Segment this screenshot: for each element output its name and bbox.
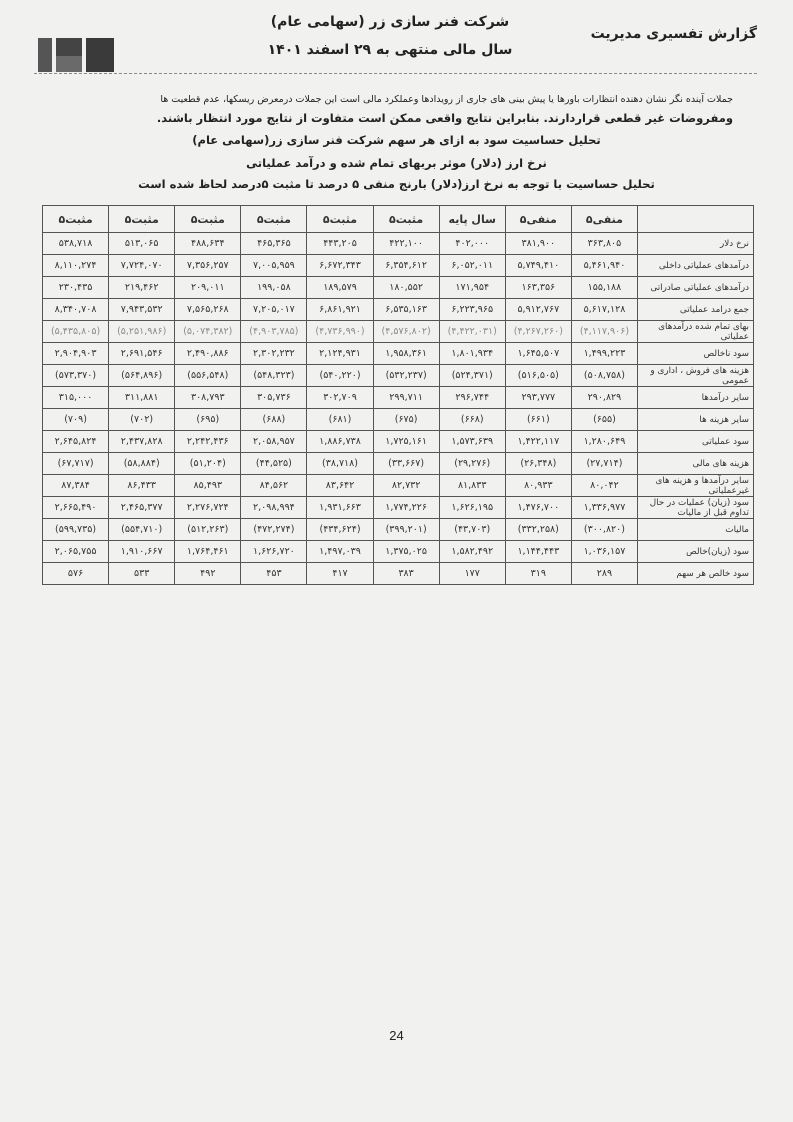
table-cell: (۵۶۴,۸۹۶): [109, 365, 175, 387]
table-cell: ۱,۸۸۶,۷۳۸: [307, 431, 373, 453]
table-row: [43, 541, 754, 563]
header-titles: [220, 14, 560, 58]
row-label: جمع درامد عملیاتی: [638, 299, 754, 321]
table-cell: (۵,۲۵۱,۹۸۶): [109, 321, 175, 343]
table-cell: ۵,۴۶۱,۹۴۰: [571, 255, 637, 277]
company-logo: [38, 34, 116, 74]
table-cell: (۲۹,۲۷۶): [439, 453, 505, 475]
table-cell: (۵۱۲,۲۶۳): [175, 519, 241, 541]
table-cell: ۸۰,۹۳۳: [505, 475, 571, 497]
header-scenario: سال پایه: [439, 206, 505, 233]
table-cell: ۲,۶۴۵,۸۲۴: [43, 431, 109, 453]
table-row: [43, 299, 754, 321]
table-cell: ۴۵۳: [241, 563, 307, 585]
logo-block-bottom: [56, 56, 82, 72]
table-cell: ۸۲,۷۳۲: [373, 475, 439, 497]
table-cell: (۴۳۴,۶۲۴): [307, 519, 373, 541]
table-cell: ۱۷۷: [439, 563, 505, 585]
table-cell: (۳۸,۷۱۸): [307, 453, 373, 475]
table-cell: ۶,۵۳۵,۱۶۳: [373, 299, 439, 321]
table-cell: ۱,۶۲۶,۱۹۵: [439, 497, 505, 519]
table-cell: ۴۸۸,۶۳۴: [175, 233, 241, 255]
table-cell: ۲,۰۹۸,۹۹۴: [241, 497, 307, 519]
row-label: سود خالص هر سهم: [638, 563, 754, 585]
table-cell: (۲۷,۷۱۴): [571, 453, 637, 475]
fiscal-period: سال مالی منتهی به ۲۹ اسفند ۱۴۰۱: [267, 42, 513, 58]
table-cell: ۱۶۳,۳۵۶: [505, 277, 571, 299]
table-cell: (۵۵۴,۷۱۰): [109, 519, 175, 541]
table-cell: ۴۹۲: [175, 563, 241, 585]
table-cell: ۲,۰۶۵,۷۵۵: [43, 541, 109, 563]
header-scenario: مثبت۵: [43, 206, 109, 233]
table-cell: (۶۶۱): [505, 409, 571, 431]
table-cell: (۵,۰۷۴,۳۸۲): [175, 321, 241, 343]
table-cell: (۴,۱۱۷,۹۰۶): [571, 321, 637, 343]
header-label-col: [638, 206, 754, 233]
table-body: [43, 233, 754, 585]
table-cell: ۶,۸۶۱,۹۲۱: [307, 299, 373, 321]
table-cell: ۷,۰۰۵,۹۵۹: [241, 255, 307, 277]
table-cell: ۲,۶۹۱,۵۴۶: [109, 343, 175, 365]
table-cell: ۶,۲۲۳,۹۶۵: [439, 299, 505, 321]
table-cell: ۱,۴۹۷,۰۳۹: [307, 541, 373, 563]
company-name: شرکت فنر سازی زر (سهامی عام): [270, 14, 510, 30]
row-label: سود (زیان)خالص: [638, 541, 754, 563]
table-row: [43, 255, 754, 277]
table-cell: ۲,۴۶۵,۳۷۷: [109, 497, 175, 519]
table-cell: ۶,۰۵۲,۰۱۱: [439, 255, 505, 277]
row-label: درآمدهای عملیاتی داخلی: [638, 255, 754, 277]
header-scenario: منفی۵: [571, 206, 637, 233]
table-cell: ۷,۷۲۴,۰۷۰: [109, 255, 175, 277]
row-label: هزینه های فروش ، اداری و عمومی: [638, 365, 754, 387]
row-label: درآمدهای عملیاتی صادراتی: [638, 277, 754, 299]
table-cell: (۶۷,۷۱۷): [43, 453, 109, 475]
table-cell: ۱,۹۱۰,۶۶۷: [109, 541, 175, 563]
table-cell: (۵۸,۸۸۴): [109, 453, 175, 475]
table-cell: ۲۹۰,۸۲۹: [571, 387, 637, 409]
table-cell: ۳۱۹: [505, 563, 571, 585]
table-cell: ۷,۹۴۳,۵۳۲: [109, 299, 175, 321]
header-scenario: منفی۵: [505, 206, 571, 233]
row-label: سود ناخالص: [638, 343, 754, 365]
row-label: بهای تمام شده درآمدهای عملیاتی: [638, 321, 754, 343]
table-cell: (۶۵۵): [571, 409, 637, 431]
table-cell: (۴,۹۰۳,۷۸۵): [241, 321, 307, 343]
table-cell: ۱,۵۷۳,۶۳۹: [439, 431, 505, 453]
header-scenario: مثبت۵: [175, 206, 241, 233]
table-cell: ۸,۳۴۰,۷۰۸: [43, 299, 109, 321]
table-cell: ۶,۶۷۲,۳۴۳: [307, 255, 373, 277]
header-divider: [34, 73, 757, 74]
table-cell: ۴۰۲,۰۰۰: [439, 233, 505, 255]
table-cell: (۵۵۶,۵۴۸): [175, 365, 241, 387]
table-cell: (۲۶,۳۴۸): [505, 453, 571, 475]
page-number: 24: [389, 1028, 404, 1043]
table-cell: ۳۸۱,۹۰۰: [505, 233, 571, 255]
table-cell: (۴,۷۳۶,۹۹۰): [307, 321, 373, 343]
table-cell: ۱۵۵,۱۸۸: [571, 277, 637, 299]
table-cell: (۵۹۹,۷۳۵): [43, 519, 109, 541]
range-note: تحلیل حساسیت با توجه به نرخ ارز(دلار) بارنج منفی ۵ درصد تا مثبت ۵درصد لحاظ شده است: [138, 177, 655, 192]
table-header-row: [43, 206, 754, 233]
row-label: هزینه های مالی: [638, 453, 754, 475]
table-cell: ۸۶,۴۳۳: [109, 475, 175, 497]
header-scenario: مثبت۵: [307, 206, 373, 233]
table-cell: ۱,۴۲۲,۱۱۷: [505, 431, 571, 453]
table-cell: ۶,۳۵۴,۶۱۲: [373, 255, 439, 277]
table-cell: (۴,۲۶۷,۲۶۰): [505, 321, 571, 343]
table-cell: ۱,۱۴۴,۴۴۳: [505, 541, 571, 563]
table-cell: ۴۴۳,۲۰۵: [307, 233, 373, 255]
header-scenario: مثبت۵: [241, 206, 307, 233]
table-cell: (۵,۴۳۵,۸۰۵): [43, 321, 109, 343]
table-row: [43, 475, 754, 497]
table-cell: ۲۹۳,۷۷۷: [505, 387, 571, 409]
table-row: [43, 233, 754, 255]
table-cell: (۵۰۸,۷۵۸): [571, 365, 637, 387]
table-cell: (۴۷۲,۲۷۴): [241, 519, 307, 541]
table-cell: ۴۱۷: [307, 563, 373, 585]
table-row: [43, 497, 754, 519]
row-label: مالیات: [638, 519, 754, 541]
table-cell: ۸۷,۳۸۴: [43, 475, 109, 497]
table-row: [43, 563, 754, 585]
row-label: سایر درآمدها: [638, 387, 754, 409]
table-cell: ۸۳,۶۴۲: [307, 475, 373, 497]
table-cell: ۳۱۵,۰۰۰: [43, 387, 109, 409]
table-cell: ۱,۷۲۵,۱۶۱: [373, 431, 439, 453]
table-cell: (۶۷۵): [373, 409, 439, 431]
table-cell: ۲,۱۲۴,۹۳۱: [307, 343, 373, 365]
table-cell: ۲,۲۴۲,۴۳۶: [175, 431, 241, 453]
table-cell: ۷,۵۶۵,۲۶۸: [175, 299, 241, 321]
table-cell: ۱,۷۶۴,۴۶۱: [175, 541, 241, 563]
table-cell: (۴۳,۷۰۳): [439, 519, 505, 541]
table-cell: ۱,۳۳۶,۹۷۷: [571, 497, 637, 519]
table-cell: ۸۰,۰۴۲: [571, 475, 637, 497]
table-cell: (۴,۵۷۶,۸۰۲): [373, 321, 439, 343]
table-row: [43, 431, 754, 453]
table-cell: ۳۱۱,۸۸۱: [109, 387, 175, 409]
table-cell: ۲,۴۳۷,۸۲۸: [109, 431, 175, 453]
row-label: سایر هزینه ها: [638, 409, 754, 431]
table-cell: ۲,۲۷۶,۷۲۴: [175, 497, 241, 519]
table-cell: ۸۵,۴۹۳: [175, 475, 241, 497]
logo-bar-1: [38, 38, 52, 72]
table-cell: (۳۰۰,۸۲۰): [571, 519, 637, 541]
report-title: گزارش تفسیری مدیریت: [590, 26, 757, 42]
table-cell: (۶۹۵): [175, 409, 241, 431]
table-cell: (۴,۴۲۲,۰۳۱): [439, 321, 505, 343]
table-row: [43, 343, 754, 365]
table-cell: ۲,۳۰۲,۲۳۲: [241, 343, 307, 365]
table-cell: (۴۴,۵۲۵): [241, 453, 307, 475]
table-cell: ۷,۲۰۵,۰۱۷: [241, 299, 307, 321]
sensitivity-table: [42, 205, 754, 585]
fx-subheading: نرخ ارز (دلار) موثر بربهای تمام شده و درآمد عملیاتی: [246, 155, 547, 170]
table-cell: (۷۰۹): [43, 409, 109, 431]
table-cell: ۵۱۳,۰۶۵: [109, 233, 175, 255]
disclaimer-line-2: ومفروضات غیر قطعی قراردارند. بنابراین نتایج واقعی ممکن است متفاوت از نتایج مورد انتظار باشند.: [156, 110, 733, 125]
table-cell: ۱,۰۳۶,۱۵۷: [571, 541, 637, 563]
table-cell: ۲,۴۹۰,۸۸۶: [175, 343, 241, 365]
table-cell: ۲,۹۰۴,۹۰۳: [43, 343, 109, 365]
table-cell: ۱۹۹,۰۵۸: [241, 277, 307, 299]
table-cell: ۵,۷۴۹,۴۱۰: [505, 255, 571, 277]
row-label: سود (زیان) عملیات در حال تداوم قبل از مالیات: [638, 497, 754, 519]
table-cell: ۳۰۸,۷۹۳: [175, 387, 241, 409]
table-cell: ۱۸۹,۵۷۹: [307, 277, 373, 299]
table-cell: ۵,۹۱۲,۷۶۷: [505, 299, 571, 321]
table-cell: (۳۹۹,۲۰۱): [373, 519, 439, 541]
table-row: [43, 321, 754, 343]
table-cell: (۵۳۲,۲۳۷): [373, 365, 439, 387]
table-cell: ۵۷۶: [43, 563, 109, 585]
table-cell: ۱,۴۹۹,۲۲۳: [571, 343, 637, 365]
table-row: [43, 519, 754, 541]
disclaimer-line-1: جملات آینده نگر نشان دهنده انتظارات باورها یا پیش بینی های جاری از رویدادها وعملکرد مالی است این جملات درمعرض ریسکها، عدم قطعیت ها: [160, 94, 733, 105]
table-cell: ۲۹۶,۷۴۴: [439, 387, 505, 409]
table-cell: ۲۰۹,۰۱۱: [175, 277, 241, 299]
table-cell: ۱,۹۵۸,۳۶۱: [373, 343, 439, 365]
table-cell: (۵۱۶,۵۰۵): [505, 365, 571, 387]
header-scenario: مثبت۵: [109, 206, 175, 233]
table-cell: ۲۹۹,۷۱۱: [373, 387, 439, 409]
table-cell: ۸۱,۸۳۳: [439, 475, 505, 497]
table-cell: (۶۶۸): [439, 409, 505, 431]
table-cell: ۲,۰۵۸,۹۵۷: [241, 431, 307, 453]
table-row: [43, 365, 754, 387]
table-cell: ۳۶۳,۸۰۵: [571, 233, 637, 255]
table-cell: (۳۳۲,۲۵۸): [505, 519, 571, 541]
sensitivity-heading: تحلیل حساسیت سود به ازای هر سهم شرکت فنر سازی زر(سهامی عام): [192, 133, 601, 148]
row-label: نرخ دلار: [638, 233, 754, 255]
table-cell: ۴۶۵,۳۶۵: [241, 233, 307, 255]
table-cell: (۶۸۱): [307, 409, 373, 431]
table-cell: ۲,۶۶۵,۴۹۰: [43, 497, 109, 519]
table-cell: ۷,۳۵۶,۲۵۷: [175, 255, 241, 277]
table-row: [43, 277, 754, 299]
table-cell: ۸,۱۱۰,۲۷۴: [43, 255, 109, 277]
table-cell: (۵۷۳,۳۷۰): [43, 365, 109, 387]
table-cell: ۲۸۹: [571, 563, 637, 585]
table-cell: ۴۲۲,۱۰۰: [373, 233, 439, 255]
intro-text: [60, 90, 733, 193]
logo-bar-2: [86, 38, 114, 72]
table-cell: ۳۰۲,۷۰۹: [307, 387, 373, 409]
table-cell: ۳۰۵,۷۳۶: [241, 387, 307, 409]
table-cell: ۱,۶۴۵,۵۰۷: [505, 343, 571, 365]
table-cell: (۷۰۲): [109, 409, 175, 431]
table-cell: ۱۸۰,۵۵۲: [373, 277, 439, 299]
table-cell: ۱,۸۰۱,۹۳۴: [439, 343, 505, 365]
table-cell: ۲۱۹,۴۶۲: [109, 277, 175, 299]
table-cell: ۱,۳۷۵,۰۲۵: [373, 541, 439, 563]
table-cell: ۱,۲۸۰,۶۴۹: [571, 431, 637, 453]
table-row: [43, 387, 754, 409]
table-cell: ۱,۹۳۱,۶۶۳: [307, 497, 373, 519]
row-label: سایر درآمدها و هزینه های غیرعملیاتی: [638, 475, 754, 497]
table-row: [43, 453, 754, 475]
table-cell: (۵۴۸,۳۲۳): [241, 365, 307, 387]
table-cell: ۱,۶۲۶,۷۲۰: [241, 541, 307, 563]
table-cell: (۵۱,۲۰۴): [175, 453, 241, 475]
table-cell: ۵,۶۱۷,۱۲۸: [571, 299, 637, 321]
table-cell: ۱,۷۷۴,۲۲۶: [373, 497, 439, 519]
table-cell: (۳۳,۶۶۷): [373, 453, 439, 475]
row-label: سود عملیاتی: [638, 431, 754, 453]
table-cell: (۵۲۴,۳۷۱): [439, 365, 505, 387]
table-cell: ۱۷۱,۹۵۴: [439, 277, 505, 299]
header-scenario: مثبت۵: [373, 206, 439, 233]
table-cell: ۸۴,۵۶۲: [241, 475, 307, 497]
table-cell: ۵۳۸,۷۱۸: [43, 233, 109, 255]
table-cell: (۵۴۰,۲۲۰): [307, 365, 373, 387]
table-cell: ۱,۴۷۶,۷۰۰: [505, 497, 571, 519]
table-cell: ۵۳۳: [109, 563, 175, 585]
table-cell: ۳۸۳: [373, 563, 439, 585]
table-row: [43, 409, 754, 431]
table-cell: ۲۳۰,۴۳۵: [43, 277, 109, 299]
logo-block-top: [56, 38, 82, 56]
table-cell: ۱,۵۸۲,۴۹۲: [439, 541, 505, 563]
table-cell: (۶۸۸): [241, 409, 307, 431]
